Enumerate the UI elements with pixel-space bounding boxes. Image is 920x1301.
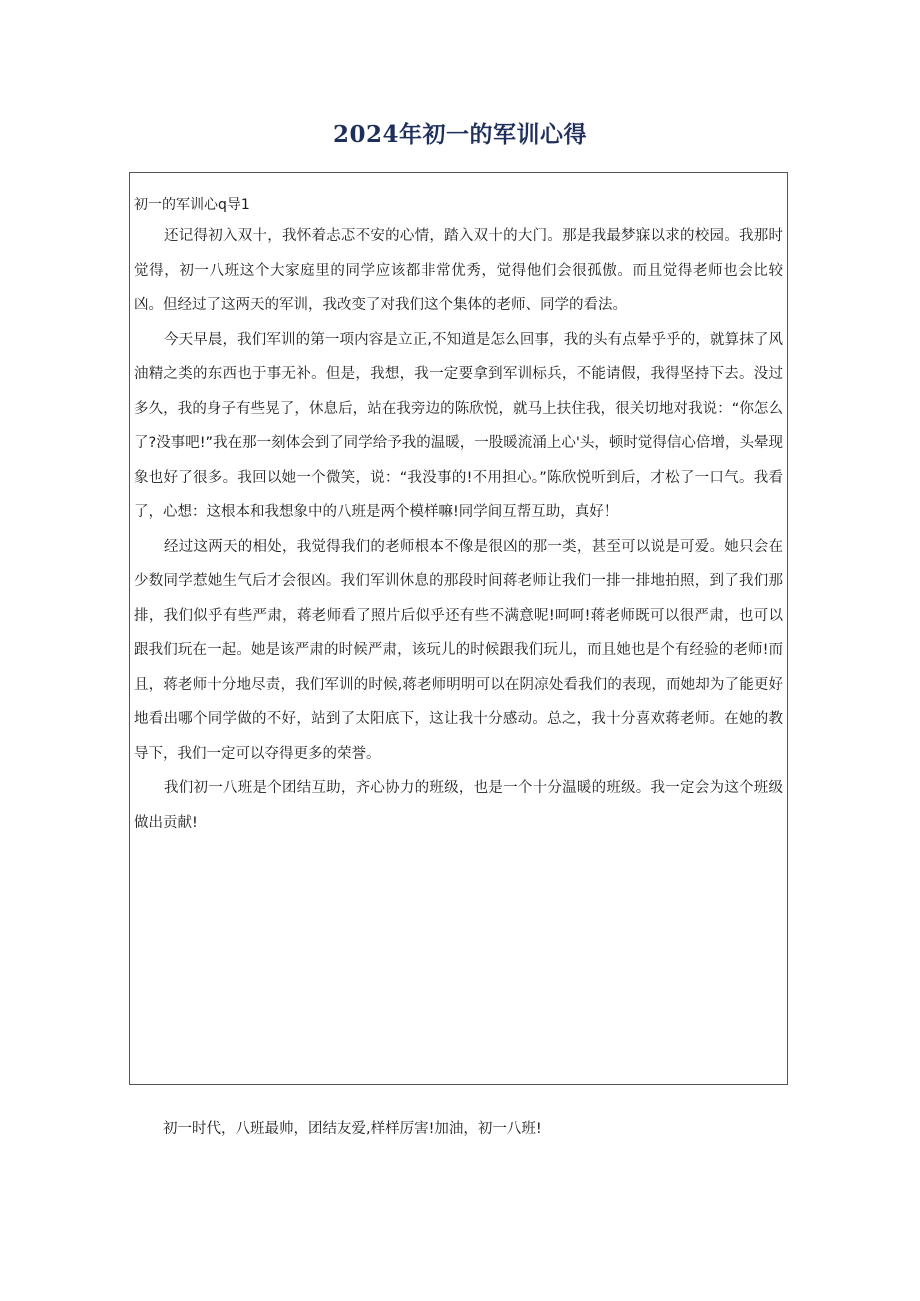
closing-line: 初一时代，八班最帅，团结友爱,样样厉害!加油，初一八班! <box>163 1121 542 1137</box>
essay-paragraph-3: 经过这两天的相处，我觉得我们的老师根本不像是很凶的那一类，甚至可以说是可爱。她只会在少数同学惹她生气后才会很凶。我们军训休息的那段时间蒋老师让我们一排一排地拍照，到了我们那排，我们似乎有些严肃，蒋老师看了照片后似乎还有些不满意呢!呵呵!蒋老师既可以很严肃，也可以跟我们玩在一起。她是该严肃的时候严肃，该玩儿的时候跟我们玩儿，而且她也是个有经验的老师!而且，蒋老师十分地尽责，我们军训的时候,蒋老师明明可以在阴凉处看我们的表现，而她却为了能更好地看出哪个同学做的不好，站到了太阳底下，这让我十分感动。总之，我十分喜欢蒋老师。在她的教导下，我们一定可以夺得更多的荣誉。 <box>134 538 783 762</box>
essay-paragraph-4: 我们初一八班是个团结互助，齐心协力的班级，也是一个十分温暖的班级。我一定会为这个班级做出贡献! <box>134 780 783 831</box>
document-title: 2024年初一的军训心得 <box>332 121 587 148</box>
essay-heading: 初一的军训心q导1 <box>134 197 250 213</box>
essay-box <box>129 172 788 1085</box>
essay-paragraph-1: 还记得初入双十，我怀着忐忑不安的心情，踏入双十的大门。那是我最梦寐以求的校园。我那时觉得，初一八班这个大家庭里的同学应该都非常优秀，觉得他们会很孤傲。而且觉得老师也会比较凶。但经过了这两天的军训，我改变了对我们这个集体的老师、同学的看法。 <box>134 228 783 313</box>
essay-paragraph-2: 今天早晨，我们军训的第一项内容是立正,不知道是怎么回事，我的头有点晕乎乎的，就算抹了风油精之类的东西也于事无补。但是，我想，我一定要拿到军训标兵，不能请假，我得坚持下去。没过多久，我的身子有些晃了，休息后，站在我旁边的陈欣悦，就马上扶住我，很关切地对我说：“你怎么了?没事吧!”我在那一刻体会到了同学给予我的温暖，一股暖流涌上心'头，顿时觉得信心倍增，头晕现象也好了很多。我回以她一个微笑，说：“我没事的!不用担心。”陈欣悦听到后，才松了一口气。我看了，心想：这根本和我想象中的八班是两个模样嘛!同学间互帮互助，真好！ <box>134 331 783 520</box>
